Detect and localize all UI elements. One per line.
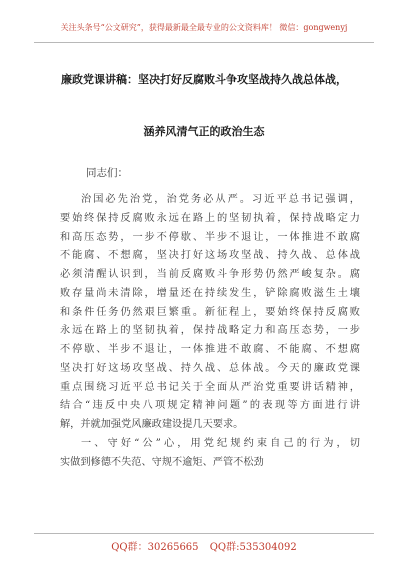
body-line: 坚决打好这场攻坚战、持久战、总体战。今天的廉政党课 [60, 362, 360, 374]
footer-banner [0, 538, 408, 553]
body-line: 不停歇、半步不退让，一体推进不敢腐、不能腐、不想腐 [60, 344, 360, 355]
body-line: 不能腐、不想腐，坚决打好这场攻坚战、持久战、总体战 [60, 250, 360, 262]
body-line: 和条件任务仍然艰巨繁重。新征程上，要始终保持反腐败 [60, 306, 360, 318]
footer-qq-group-1: QQ群：30265665 [111, 542, 199, 553]
body-line: 必须清醒认识到，当前反腐败斗争形势仍然严峻复杂。腐 [60, 269, 360, 280]
body-line: 重点围绕习近平总书记关于全面从严治党重要讲话精神， [60, 381, 360, 393]
header-divider [34, 42, 374, 43]
body-line: 永远在路上的坚韧执着，保持战略定力和高压态势，一步 [60, 325, 360, 337]
body-line: 治国必先治党，治党务必从严。习近平总书记强调， [81, 194, 360, 205]
footer-divider [34, 533, 374, 534]
document-title-line-1: 廉政党课讲稿：坚决打好反腐败斗争攻坚战持久战总体战， [61, 73, 347, 86]
body-line: 和高压态势，一步不停歇、半步不退让，一体推进不敢腐 [60, 231, 360, 243]
salutation: 同志们： [86, 167, 128, 179]
body-line: 结合“违反中央八项规定精神问题”的表现等方面进行讲 [60, 400, 360, 412]
footer-qq-group-2: QQ群:535304092 [209, 542, 297, 553]
section-heading-line: 一、守好“公”心，用党纪规约束自己的行为，切 [81, 437, 360, 449]
header-banner: 关注头条号“公文研究”，获得最新最全最专业的公文资料库！ 微信：gongwenyj [60, 23, 348, 32]
body-line: 败存量尚未清除，增量还在持续发生，铲除腐败滋生土壤 [60, 287, 360, 299]
body-text [60, 191, 360, 472]
section-heading-line: 实做到修德不失范、守规不逾矩、严管不松劲 [60, 456, 264, 468]
body-line: 解，并就加强党风廉政建设提几天要求。 [60, 419, 244, 430]
body-line: 要始终保持反腐败永远在路上的坚韧执着，保持战略定力 [60, 212, 360, 224]
document-title-line-2: 涵养风清气正的政治生态 [143, 125, 265, 138]
